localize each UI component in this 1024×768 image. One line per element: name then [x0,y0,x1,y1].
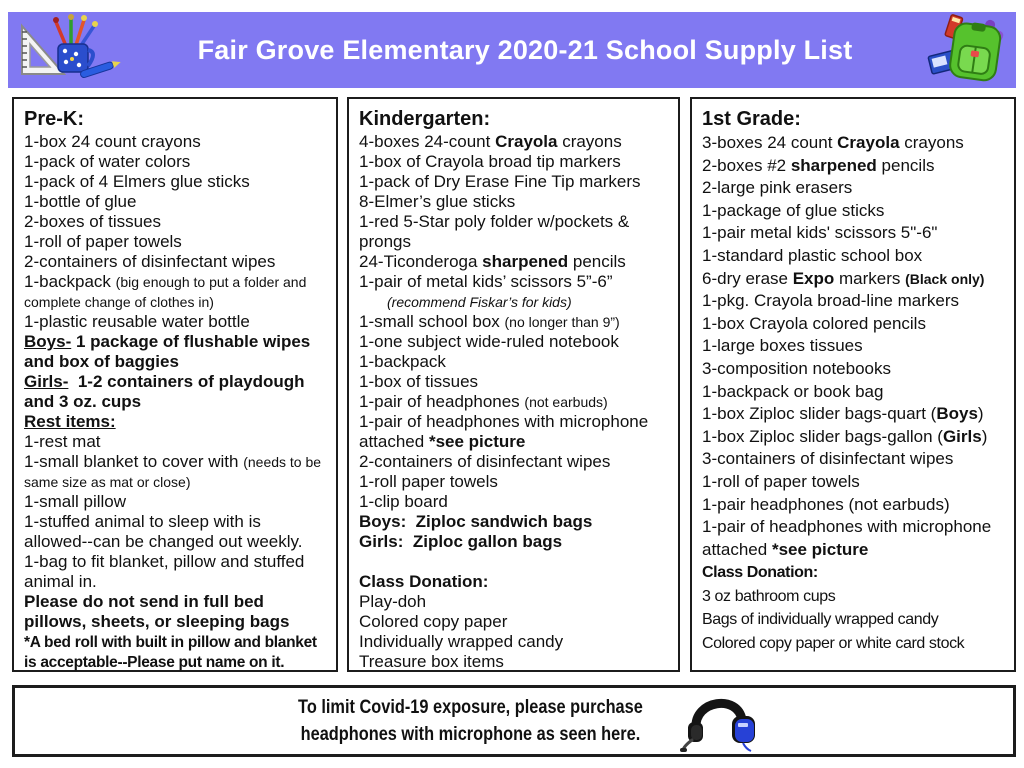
list-item: Girls: Ziploc gallon bags [359,532,563,551]
list-item: 1-box Crayola colored pencils [702,313,926,333]
list-item: 1-small school box (no longer than 9”) [359,312,620,331]
list-item: Colored copy paper or white card stock [702,635,965,653]
list-item: 1-roll of paper towels [24,232,182,251]
list-item: *A bed roll with built in pillow and blanket is acceptable--Please put name on it. [24,634,321,671]
list-item: 1-bottle of glue [24,192,137,211]
list-item: 1-package of glue sticks [702,200,885,220]
list-item: Rest items: [24,412,116,431]
list-item: 1-pack of Dry Erase Fine Tip markers [359,172,641,191]
supply-cup-icon [8,12,126,89]
covid-notice-line1: To limit Covid-19 exposure, please purchase [297,697,643,718]
list-item: 1-backpack or book bag [702,381,884,401]
list-item: 1-pack of 4 Elmers glue sticks [24,172,250,191]
list-item: 1-pair metal kids' scissors 5"-6" [702,223,938,243]
list-item: 1-box 24 count crayons [24,132,201,151]
supply-list [359,132,669,672]
list-item: 1-one subject wide-ruled notebook [359,332,619,351]
supply-list [24,132,327,672]
column-title: 1st Grade: [702,108,801,130]
list-item: 3 oz bathroom cups [702,587,836,605]
list-item: Play-doh [359,592,427,611]
supply-list [702,132,1005,656]
list-item: 2-containers of disinfectant wipes [359,452,611,471]
list-item: 1-plastic reusable water bottle [24,312,250,331]
list-item: Class Donation: [702,564,818,582]
covid-notice [12,685,1016,757]
list-item: Bags of individually wrapped candy [702,611,939,629]
list-item: 1-backpack (big enough to put a folder and complete change of clothes in) [24,272,311,310]
list-item: 2-boxes #2 sharpened pencils [702,155,935,175]
list-item: 1-large boxes tissues [702,336,863,356]
list-item: 1-roll of paper towels [702,471,860,491]
list-item: 1-stuffed animal to sleep with is allowed--can be changed out weekly. [24,512,303,551]
list-item: 1-pair headphones (not earbuds) [702,494,950,514]
list-item: Colored copy paper [359,612,508,631]
list-item: 4-boxes 24-count Crayola crayons [359,132,622,151]
list-item: 1-pair of headphones (not earbuds) [359,392,608,411]
list-item: 1-box of tissues [359,372,479,391]
page-title: Fair Grove Elementary 2020-21 School Supply List [197,34,853,65]
list-item: 2-containers of disinfectant wipes [24,252,276,271]
list-item: 1-pair of headphones with microphone attached *see picture [702,517,996,559]
covid-notice-line2: headphones with microphone as seen here. [300,724,640,745]
list-item: 1-box Ziploc slider bags-gallon (Girls) [702,426,988,446]
list-item: 1-backpack [359,352,446,371]
list-item: 1-pair of headphones with microphone attached *see picture [359,412,653,451]
list-item: 1-box of Crayola broad tip markers [359,152,621,171]
list-item: 8-Elmer’s glue sticks [359,192,516,211]
list-item: Please do not send in full bed pillows, sheets, or sleeping bags [24,592,290,631]
list-item: 3-composition notebooks [702,358,892,378]
list-item: 1-pair of metal kids’ scissors 5”-6” [359,272,613,291]
list-item: Girls- 1-2 containers of playdough and 3 oz. cups [24,372,310,411]
list-item: 3-boxes 24 count Crayola crayons [702,133,964,152]
list-item: 1-rest mat [24,432,101,451]
covid-notice-text [298,694,643,748]
list-item: 1-pkg. Crayola broad-line markers [702,291,959,311]
column-kindergarten [347,97,680,672]
column-1st-grade [690,97,1016,672]
headphones-icon [680,688,758,757]
list-item: 1-small blanket to cover with (needs to be same size as mat or close) [24,452,325,490]
column-title: Kindergarten: [359,108,491,130]
list-item: 1-bag to fit blanket, pillow and stuffed animal in. [24,552,310,591]
column-title: Pre-K: [24,108,85,130]
list-item: 2-boxes of tissues [24,212,162,231]
list-item: 24-Ticonderoga sharpened pencils [359,252,626,271]
list-item: 6-dry erase Expo markers (Black only) [702,268,985,288]
list-item: Class Donation: [359,572,489,591]
list-item: 1-red 5-Star poly folder w/pockets & prongs [359,212,634,251]
list-item: 2-large pink erasers [702,178,853,198]
column-pre-k [12,97,338,672]
list-item: Individually wrapped candy [359,632,564,651]
list-item: 1-standard plastic school box [702,245,923,265]
backpack-icon [924,11,1016,90]
list-item: Boys: Ziploc sandwich bags [359,512,593,531]
list-item: 1-small pillow [24,492,127,511]
list-item: 1-pack of water colors [24,152,191,171]
list-item: Treasure box items [359,652,504,671]
list-item: (recommend Fiskar’s for kids) [387,294,572,310]
list-item: 1-box Ziploc slider bags-quart (Boys) [702,404,984,424]
header-banner [8,12,1016,88]
list-item: 1-roll paper towels [359,472,498,491]
list-item: 3-containers of disinfectant wipes [702,449,954,469]
list-item: 1-clip board [359,492,448,511]
list-item: Boys- 1 package of flushable wipes and box of baggies [24,332,315,371]
